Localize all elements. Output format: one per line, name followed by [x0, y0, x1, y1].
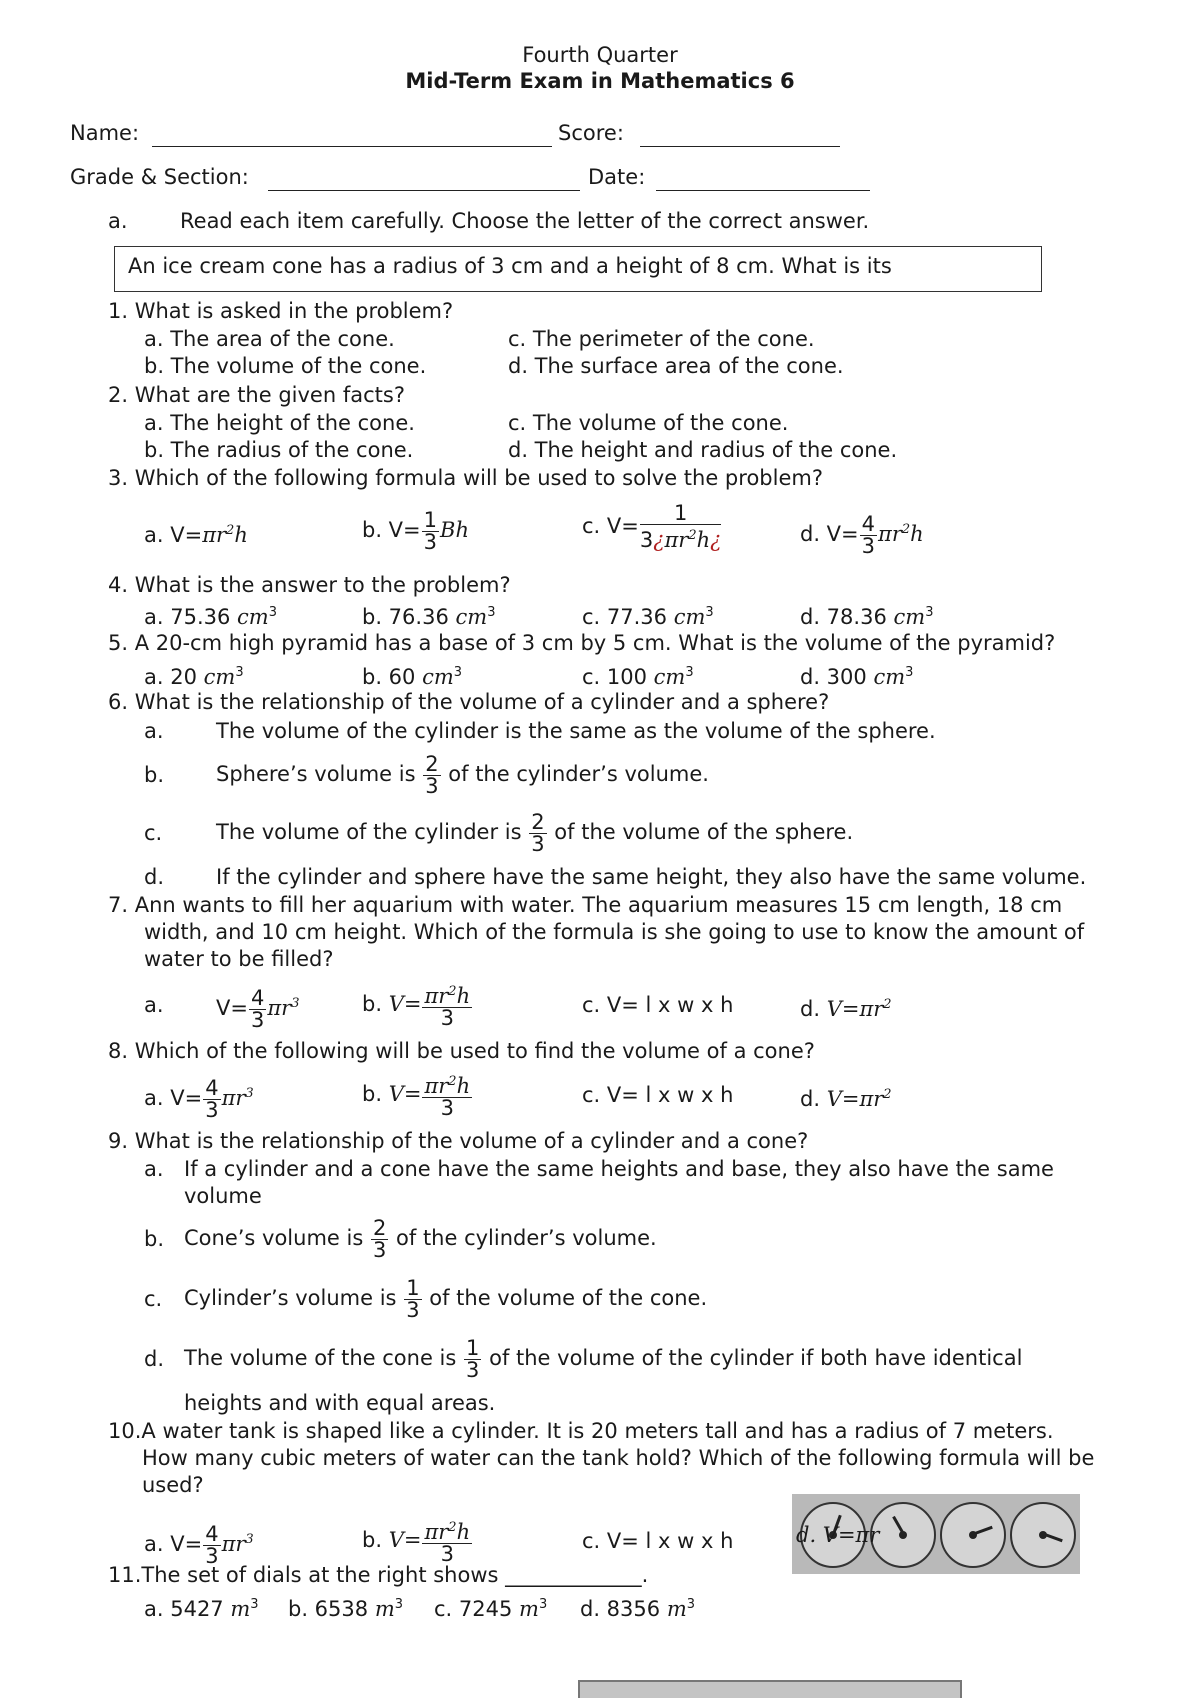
question-9: 9. What is the relationship of the volume of a cylinder and a cone? — [108, 1129, 809, 1153]
fraction-two-thirds: $\frac{2}{3}$ — [531, 809, 545, 856]
fraction-one-third: $\frac{1}{3}$ — [406, 1275, 420, 1322]
q4-choice-a[interactable]: a. 75.36 $cm^3$ — [144, 605, 277, 629]
exam-title: Mid-Term Exam in Mathematics 6 — [405, 69, 795, 93]
q11-choice-d[interactable]: d. 8356 $m^3$ — [580, 1597, 696, 1621]
quarter-label: Fourth Quarter — [522, 43, 678, 67]
q8-choice-a[interactable]: a. V= $\frac{4}{3}$ $\pi r^3$ — [144, 1075, 254, 1122]
q7-choice-c[interactable]: c. V= l x w x h — [582, 993, 734, 1017]
date-label: Date: — [588, 165, 646, 189]
dial-icon — [870, 1502, 936, 1568]
q9-choice-a-letter: a. — [144, 1157, 164, 1181]
q6-choice-d[interactable]: If the cylinder and sphere have the same height, they also have the same volume. — [216, 865, 1087, 889]
problem-text: An ice cream cone has a radius of 3 cm and a height of 8 cm. What is its — [128, 254, 892, 278]
q9-choice-d-letter: d. — [144, 1347, 165, 1371]
q9-choice-a-line-2: volume — [184, 1184, 262, 1208]
fraction-four-thirds: $\frac{4}{3}$ — [250, 985, 265, 1032]
question-2: 2. What are the given facts? — [108, 383, 405, 407]
q9-choice-c[interactable]: Cylinder’s volume is $\frac{1}{3}$ of the volume of the cone. — [184, 1275, 708, 1322]
q7-choice-b[interactable]: b. V= $\frac{\pi r^2h}{3}$ — [362, 978, 473, 1030]
q6-choice-c-letter: c. — [144, 821, 163, 845]
q3-choice-c[interactable]: c. V= $\frac{1}{3¿\pi r^2h¿}$ — [582, 501, 722, 552]
q3-choice-a[interactable]: a. $V=\pi r^2h$ — [144, 523, 248, 547]
q1-choice-a[interactable]: a. The area of the cone. — [144, 327, 395, 351]
dial-icon — [1010, 1502, 1076, 1568]
q11-choice-b[interactable]: b. 6538 $m^3$ — [288, 1597, 404, 1621]
q8-choice-d[interactable]: d. $V=\pi r^2$ — [800, 1087, 892, 1111]
q11-choice-a[interactable]: a. 5427 $m^3$ — [144, 1597, 259, 1621]
fraction-two-thirds: $\frac{2}{3}$ — [372, 1215, 387, 1262]
question-7-line-3: water to be filled? — [144, 947, 334, 971]
cropped-dial-image — [578, 1680, 962, 1698]
name-field[interactable] — [152, 146, 552, 147]
q10-choice-b[interactable]: b. V= $\frac{\pi r^2h}{3}$ — [362, 1514, 473, 1566]
fraction-four-thirds: $\frac{4}{3}$ — [205, 1521, 219, 1568]
q5-choice-a[interactable]: a. 20 $cm^3$ — [144, 665, 244, 689]
fraction-one-third: $\frac{1}{3}$ — [423, 507, 438, 554]
score-label: Score: — [558, 121, 624, 145]
question-1: 1. What is asked in the problem? — [108, 299, 454, 323]
q9-choice-c-letter: c. — [144, 1287, 163, 1311]
q4-choice-b[interactable]: b. 76.36 $cm^3$ — [362, 605, 496, 629]
q5-choice-b[interactable]: b. 60 $cm^3$ — [362, 665, 463, 689]
q9-choice-a[interactable]: If a cylinder and a cone have the same heights and base, they also have the same — [184, 1157, 1054, 1181]
question-7-line-2: width, and 10 cm height. Which of the formula is she going to use to know the amount of — [144, 920, 1085, 944]
fraction-one-third: $\frac{1}{3}$ — [466, 1335, 480, 1382]
instruction-text: Read each item carefully. Choose the letter of the correct answer. — [180, 209, 870, 233]
q11-choice-c[interactable]: c. 7245 $m^3$ — [434, 1597, 548, 1621]
q6-choice-a[interactable]: The volume of the cylinder is the same as the volume of the sphere. — [216, 719, 936, 743]
question-5: 5. A 20-cm high pyramid has a base of 3 cm by 5 cm. What is the volume of the pyramid? — [108, 631, 1056, 655]
q8-choice-c[interactable]: c. V= l x w x h — [582, 1083, 734, 1107]
q7-choice-a[interactable]: V= $\frac{4}{3}$ $\pi r^3$ — [216, 985, 300, 1032]
q6-choice-a-letter: a. — [144, 719, 164, 743]
question-4: 4. What is the answer to the problem? — [108, 573, 511, 597]
q9-choice-b[interactable]: Cone’s volume is $\frac{2}{3}$ of the cylinder’s volume. — [184, 1215, 657, 1262]
question-7-line-1: 7. Ann wants to fill her aquarium with water. The aquarium measures 15 cm length, 18 cm — [108, 893, 1063, 917]
q1-choice-d[interactable]: d. The surface area of the cone. — [508, 354, 844, 378]
q2-choice-c[interactable]: c. The volume of the cone. — [508, 411, 789, 435]
q9-choice-b-letter: b. — [144, 1227, 165, 1251]
question-8: 8. Which of the following will be used to find the volume of a cone? — [108, 1039, 815, 1063]
q8-choice-b[interactable]: b. V= $\frac{\pi r^2h}{3}$ — [362, 1068, 473, 1120]
q5-choice-d[interactable]: d. 300 $cm^3$ — [800, 665, 914, 689]
question-10-line-1: 10.A water tank is shaped like a cylinder. It is 20 meters tall and has a radius of 7 meters. — [108, 1419, 1054, 1443]
q4-choice-c[interactable]: c. 77.36 $cm^3$ — [582, 605, 714, 629]
q5-choice-c[interactable]: c. 100 $cm^3$ — [582, 665, 694, 689]
question-6: 6. What is the relationship of the volume of a cylinder and a sphere? — [108, 690, 830, 714]
q6-choice-d-letter: d. — [144, 865, 165, 889]
date-field[interactable] — [656, 190, 870, 191]
grade-section-field[interactable] — [268, 190, 580, 191]
q10-choice-a[interactable]: a. V= $\frac{4}{3}$ $\pi r^3$ — [144, 1521, 254, 1568]
q9-choice-d[interactable]: The volume of the cone is $\frac{1}{3}$ of the volume of the cylinder if both have identical — [184, 1335, 1023, 1382]
q1-choice-b[interactable]: b. The volume of the cone. — [144, 354, 427, 378]
question-10-line-3: used? — [142, 1473, 204, 1497]
dial-icon — [940, 1502, 1006, 1568]
fraction-cone: $\frac{\pi r^2h}{3}$ — [422, 981, 472, 1029]
q6-choice-c[interactable]: The volume of the cylinder is $\frac{2}{3}$ of the volume of the sphere. — [216, 809, 854, 856]
fraction-one-over-expr: $\frac{1}{3¿\pi r^2h¿}$ — [639, 501, 722, 552]
q2-choice-d[interactable]: d. The height and radius of the cone. — [508, 438, 898, 462]
fraction-cone: $\frac{\pi r^2h}{3}$ — [422, 1517, 472, 1565]
q3-choice-b[interactable]: b. V= $\frac{1}{3}$ Bh — [362, 507, 469, 554]
q10-choice-c[interactable]: c. V= l x w x h — [582, 1529, 734, 1553]
name-label: Name: — [70, 121, 140, 145]
q4-choice-d[interactable]: d. 78.36 $cm^3$ — [800, 605, 934, 629]
grade-section-label: Grade & Section: — [70, 165, 249, 189]
fraction-four-thirds: $\frac{4}{3}$ — [861, 511, 876, 558]
q10-choice-d[interactable]: d. V=πr — [796, 1523, 880, 1547]
fraction-two-thirds: $\frac{2}{3}$ — [425, 751, 439, 798]
q7-choice-a-letter: a. — [144, 993, 164, 1017]
q2-choice-a[interactable]: a. The height of the cone. — [144, 411, 415, 435]
q6-choice-b-letter: b. — [144, 763, 165, 787]
q2-choice-b[interactable]: b. The radius of the cone. — [144, 438, 414, 462]
q6-choice-b[interactable]: Sphere’s volume is $\frac{2}{3}$ of the cylinder’s volume. — [216, 751, 709, 798]
fraction-four-thirds: $\frac{4}{3}$ — [205, 1075, 219, 1122]
score-field[interactable] — [640, 146, 840, 147]
question-3: 3. Which of the following formula will be used to solve the problem? — [108, 466, 823, 490]
instruction-letter: a. — [108, 209, 128, 233]
question-11: 11.The set of dials at the right shows _____________. — [108, 1563, 649, 1587]
q9-choice-d-line-2: heights and with equal areas. — [184, 1391, 496, 1415]
q3-choice-d[interactable]: d. V= $\frac{4}{3}$ $\pi r^2h$ — [800, 511, 924, 558]
fraction-cone: $\frac{\pi r^2h}{3}$ — [422, 1071, 472, 1119]
question-10-line-2: How many cubic meters of water can the tank hold? Which of the following formula will be — [142, 1446, 1095, 1470]
q7-choice-d[interactable]: d. $V=\pi r^2$ — [800, 997, 892, 1021]
q1-choice-c[interactable]: c. The perimeter of the cone. — [508, 327, 815, 351]
